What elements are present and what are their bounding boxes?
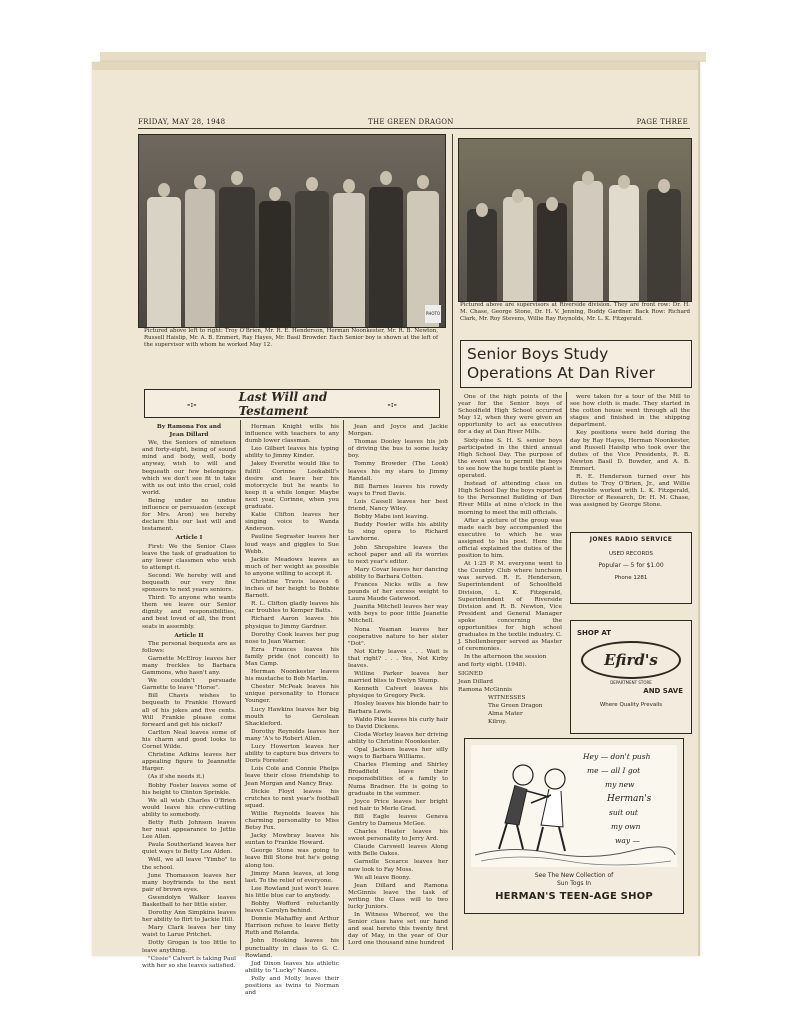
person-figure bbox=[537, 203, 567, 301]
byline: By Ramona Fox and bbox=[156, 424, 222, 430]
paragraph: At 1:25 P. M. everyone went to the Country Club where luncheon was served. R. E. Henderson, Superintendent of Schoolfield Division, L. K. Fitzgerald, Superintendent of Riverside Division and R. B. Newton, Vice President and General Manager spoke concerning the opportunities for high school graduates in the textile industry. C. J. Shollenberger served as Master of ceremonies. bbox=[458, 561, 562, 653]
paragraph: Cloda Worley leaves her driving ability to Christine Noonkester. bbox=[348, 731, 448, 745]
photo-right-caption: Pictured above are supervisors at Riverside division. They are front row: Dr. H. M. Chase, George Stone, Dr. H. V. Jenning, Buddy Gardner. Back Row: Richard Clark, Mr. Roy Stevens, Willie Ray Reynolds, Mr. L. K. Fitzgerald. bbox=[460, 302, 690, 322]
paragraph: Lucy Howerton leaves her ability to capture bus drivers to Doris Forester. bbox=[245, 744, 339, 765]
dan-river-column-1 bbox=[458, 394, 562, 726]
paragraph: Lucy Hawkins leaves her big mouth to Gerolean Shackleford. bbox=[245, 706, 339, 727]
senior-boys-headline: Senior Boys Study Operations At Dan River bbox=[460, 340, 692, 388]
person-figure bbox=[333, 193, 365, 327]
paragraph: Waldo Pike leaves his curly hair to David Dickens. bbox=[348, 716, 448, 730]
person-figure bbox=[147, 197, 181, 327]
paragraph: were taken for a tour of the Mill to see how cloth is made. They started in the cotton house went through all the stages and finished in the shipping department. bbox=[570, 394, 690, 429]
efirds-logo-text: Efird's bbox=[604, 651, 658, 669]
header-rule bbox=[138, 128, 690, 129]
photo-left-caption: Pictured above left to right: Troy O'Brien, Mr. R. E. Henderson, Herman Noonkester, Mr. R. B. Newton, Russell Haislip, Mr. A. B. Emmert, Ray Hayes, Mr. Basil Browder. Each Senior boy is shown at the left of the supervisor with whom he worked May 12. bbox=[144, 328, 438, 348]
speech-line: way — bbox=[615, 836, 641, 845]
ad-product: USED RECORDS bbox=[609, 551, 653, 557]
ad-business-name: HERMAN'S TEEN-AGE SHOP bbox=[495, 891, 653, 902]
paragraph: Frances Nicks wills a few pounds of her excess weight to Laura Maude Gatewood. bbox=[348, 581, 448, 603]
column-rule bbox=[566, 392, 567, 572]
person-head bbox=[417, 175, 429, 189]
person-figure bbox=[185, 189, 215, 327]
paragraph: Dorothy Reynolds leaves her many 'A's to Robert Allen. bbox=[245, 728, 339, 742]
article-heading: Article II bbox=[174, 632, 204, 639]
witness-name: Kilroy. bbox=[488, 719, 507, 726]
paragraph: Jud Dixon leaves his athletic ability to "Lucky" Nance. bbox=[245, 960, 339, 974]
paragraph: Herman Knight wills his influence with teachers to any dumb lower classman. bbox=[245, 424, 339, 445]
photo-credit-badge: PHOTO bbox=[425, 305, 441, 323]
header-date: FRIDAY, MAY 28, 1948 bbox=[138, 118, 226, 126]
paragraph: Buddy Fowler wills his ability to sing opera to Richard Lawhorne. bbox=[348, 522, 448, 543]
paragraph: June Thomasson leaves her many boyfriends to the next pair of brown eyes. bbox=[142, 872, 236, 893]
person-head bbox=[380, 171, 392, 185]
paragraph: Jackie Meadows leaves as much of her weight as possible to anyone willing to accept it. bbox=[245, 556, 339, 577]
speech-line: me — all I got bbox=[587, 766, 641, 775]
header-paper-name: THE GREEN DRAGON bbox=[368, 118, 454, 126]
ad-slogan: Where Quality Prevails bbox=[599, 702, 663, 708]
signature-name: Ramona McGinnis bbox=[458, 686, 512, 693]
paragraph: Willie Reynolds leaves his charming personality to Miss Betsy Fox. bbox=[245, 810, 339, 832]
paragraph: Pauline Segraster leaves her loud ways and giggles to Sue Webb. bbox=[245, 534, 339, 555]
signed-label: SIGNED bbox=[458, 670, 483, 677]
paragraph: Christine Adkins leaves her appealing figure to Jeannette Harger. bbox=[142, 752, 236, 773]
will-column-2 bbox=[245, 424, 339, 997]
paragraph: Lee Rowland just won't leave his little blue car to anybody. bbox=[245, 885, 339, 899]
paragraph: Dickie Floyd leaves his crutches to next year's football squad. bbox=[245, 788, 339, 809]
paragraph: Charles Fleming and Shirley Broadfield leave their responsibilities of a family to Numa Bradner. He is going to graduate in the summer. bbox=[348, 762, 448, 797]
group-photo-left bbox=[138, 134, 446, 328]
paragraph: The personal bequests are as follows: bbox=[142, 640, 236, 654]
water-line bbox=[475, 847, 675, 857]
person-head bbox=[618, 175, 630, 189]
ad-phone: Phone 1281 bbox=[614, 575, 648, 581]
paragraph: Donnie Mahaffey and Arthur Harrison refuse to leave Betty Ruth and Rolanda. bbox=[245, 916, 339, 937]
person-head bbox=[343, 179, 355, 193]
paragraph: John Shropshire leaves the school paper and all its worries to next year's editor. bbox=[348, 544, 448, 565]
paragraph: Third: To anyone who wants them we leave our Senior dignity and responsibilities, and best loved of all, the front seats in assembly. bbox=[142, 595, 236, 630]
boy-head bbox=[513, 765, 533, 785]
paragraph: Claude Carswell leaves Along with Belle Oakes. bbox=[348, 844, 448, 858]
paragraph: Mary Covar leaves her dancing ability to Barbara Cotten. bbox=[348, 566, 448, 580]
person-figure bbox=[573, 181, 603, 301]
paragraph: John Hooking leaves his punctuality in class to G. C. Rowland. bbox=[245, 938, 339, 959]
speech-line: my own bbox=[611, 822, 641, 831]
column-rule bbox=[452, 134, 453, 950]
paragraph: Christine Travis leaves 6 inches of her height to Bobbie Barnett. bbox=[245, 578, 339, 600]
paragraph: Jacky Mowbray leaves his suntan to Frankie Howard. bbox=[245, 833, 339, 847]
paragraph: Kenneth Calvert leaves his physique to Gregory Peck. bbox=[348, 686, 448, 700]
boy-head bbox=[545, 769, 565, 789]
person-figure bbox=[259, 201, 291, 327]
paragraph: Betty Ruth Johnson leaves her neat appearance to Jettie Lee Allen. bbox=[142, 819, 236, 841]
paragraph: Opal Jackson leaves her silly ways to Barbara Williams. bbox=[348, 747, 448, 761]
paragraph: Key positions were held during the day by Ray Hayes, Herman Noonkester, and Russell Haislip who took over the duties of the Vice Presidents, R. B. Newton Basil D. Bowder, and A. B. Emmert. bbox=[570, 430, 690, 472]
ad-and-save: AND SAVE bbox=[643, 687, 683, 695]
paragraph: Dorothy Cook leaves her pug nose to Jean Warner. bbox=[245, 631, 339, 645]
paragraph: First: We the Senior Class leave the task of graduation to any lower classmen who wish to attempt it. bbox=[142, 543, 236, 571]
paragraph: Jakey Everette would like to fulfill Corinne Lookabill's desire and leave her his motorcycle but he wants to keep it a while longer. Maybe next year, Corinne, when you graduate. bbox=[245, 461, 339, 511]
witnesses-label: WITNESSES bbox=[488, 694, 526, 701]
paragraph: Herman Noonkester leaves his mustache to Bob Martin. bbox=[245, 669, 339, 683]
paragraph: Nona Yeaman leaves her cooperative nature to her sister "Dot". bbox=[348, 626, 448, 647]
speech-line: Hey — don't push bbox=[583, 752, 651, 761]
banner-title: Last Will and Testament bbox=[238, 389, 328, 418]
boy-body bbox=[541, 789, 563, 827]
dan-river-column-2 bbox=[570, 394, 690, 526]
paragraph: Mary Clark leaves her tiny waist to Larue Pritchet. bbox=[142, 925, 236, 939]
paragraph: Bobby Foster leaves some of his height to Clinton Sprinkle. bbox=[142, 782, 236, 796]
paragraph: We, the Seniors of nineteen and forty-eight, being of sound mind and body, well, body anyway, wish to will and bequeath our few belongings which we don't see fit to take with us out into the cruel, cold world. bbox=[142, 440, 236, 496]
person-head bbox=[512, 189, 524, 203]
efirds-logo-subtitle: DEPARTMENT STORE bbox=[610, 680, 652, 685]
paragraph: One of the high points of the year for the Senior boys of Schoolfield High School occurred May 12, when they were given an opportunity to act as executives for a day at Dan River Mills. bbox=[458, 394, 562, 436]
boy-legs bbox=[499, 823, 523, 849]
paragraph: Garnette McElroy leaves her many freckles to Barbara Gammons, who hasn't any. bbox=[142, 655, 236, 677]
signature-name: Jean Dillard bbox=[458, 678, 493, 685]
paragraph: Dorothy Ann Simpkins leaves her ability to flirt to Jackie Hill. bbox=[142, 910, 236, 924]
jones-radio-ad bbox=[570, 532, 692, 604]
paper-tape-top bbox=[92, 62, 698, 70]
will-column-1 bbox=[142, 424, 236, 969]
person-figure bbox=[503, 197, 533, 301]
paragraph: Well, we all leave "Yimbo" to the school. bbox=[142, 857, 236, 871]
person-head bbox=[546, 197, 558, 211]
paragraph: Sixty-nine S. H. S. senior boys participated in the third annual High School Day. The purpose of the event was to permit the boys to see how the huge textile plant is operated. bbox=[458, 437, 562, 480]
water-line bbox=[481, 857, 671, 865]
speech-line: my new bbox=[605, 780, 635, 789]
paragraph: Dotty Grogan is too little to leave anything. bbox=[142, 940, 236, 954]
person-figure bbox=[609, 185, 639, 301]
article-heading: Article I bbox=[175, 535, 203, 542]
paragraph: Lois Cassell leaves her best friend, Nancy Wiley. bbox=[348, 498, 448, 513]
paragraph: Charles Heater leaves his sweet personality to Jerry Ard. bbox=[348, 829, 448, 843]
paragraph: We all leave Boony. bbox=[354, 874, 411, 881]
ad-price: Popular — 5 for $1.00 bbox=[598, 562, 664, 569]
witness-name: The Green Dragon bbox=[488, 702, 543, 709]
speech-line: Herman's bbox=[607, 794, 652, 804]
person-figure bbox=[369, 187, 403, 327]
person-head bbox=[231, 171, 243, 185]
efirds-ad bbox=[570, 620, 692, 734]
paragraph: Jean Dillard and Ramona McGinnis leave the task of writing the Class will to two lucky Juniors. bbox=[348, 882, 448, 910]
column-rule bbox=[240, 420, 241, 950]
paragraph: Bobby Mabe isnt leaving. bbox=[354, 514, 429, 521]
person-head bbox=[269, 187, 281, 201]
person-figure bbox=[647, 189, 681, 301]
paragraph: Katie Clifton leaves her singing voice to Wanda Anderson. bbox=[245, 512, 339, 533]
efirds-logo bbox=[581, 641, 681, 679]
paragraph: George Stone was going to leave Bill Stone but he's going along too. bbox=[245, 848, 339, 869]
ad-business-name: JONES RADIO SERVICE bbox=[589, 536, 673, 543]
byline: Jean Dillard bbox=[169, 432, 209, 439]
paragraph: Gwendolyn Walker leaves Basketball to her little sister. bbox=[142, 894, 236, 908]
hermans-ad bbox=[464, 738, 684, 914]
will-column-3 bbox=[348, 424, 448, 950]
paragraph: After a picture of the group was made each boy accompanied the executive to which he was assigned to his post. Here the official explained the duties of the position to him. bbox=[458, 517, 562, 560]
paragraph: Bobby Wofford reluctantly leaves Carolyn behind. bbox=[245, 901, 339, 915]
person-head bbox=[158, 183, 170, 197]
paragraph: Ezra Frances leaves his family pride (not conceit) to Max Camp. bbox=[245, 646, 339, 667]
paragraph: Willine Parker leaves her married bliss to Evelyn Stump. bbox=[348, 671, 448, 685]
speech-line: suit out bbox=[609, 808, 638, 817]
paragraph: Joyce Price leaves her bright red hair to Merle Grad. bbox=[348, 798, 448, 812]
paragraph: Chester McPeak leaves his unique personality to Horace Younger. bbox=[245, 684, 339, 705]
paragraph: In Witness Whereof, we the Senior class have set our hand and seal hereto this twenty first day of May, in the year of Our Lord one thousand nine hundred bbox=[348, 912, 448, 947]
paragraph: Bill Chavis wishes to bequeath to Frankie Howard all of his jokes and five cents. Will Frankie please come forward and get his nickel? bbox=[142, 693, 236, 728]
ad-shop-at: SHOP AT bbox=[577, 629, 612, 637]
paragraph: Polly and Molly leave their positions as twins to Norman and bbox=[245, 975, 339, 997]
paragraph: Being under no undue influence or persuasion (except for Mrs. Aron) we hereby declare this our last will and testament. bbox=[142, 497, 236, 533]
banner-ornament-left: -:- bbox=[187, 398, 197, 409]
person-head bbox=[582, 171, 594, 185]
paragraph: R. L. Clifton gladly leaves his car troubles to Kemper Batts. bbox=[245, 601, 339, 615]
paragraph: Lois Cole and Connie Phelps leave their close friendship to Jean Morgan and Nancy Bray. bbox=[245, 766, 339, 787]
paper-underlayer bbox=[100, 52, 706, 62]
hermans-illustration bbox=[471, 745, 677, 867]
paragraph: Leo Gilbert leaves his typing ability to Jimmy Kinder. bbox=[245, 446, 339, 460]
person-head bbox=[658, 179, 670, 193]
boys-wrestling-illustration bbox=[471, 745, 677, 867]
paragraph: Richard Aaron leaves his physique to Jimmy Gardner. bbox=[245, 616, 339, 630]
person-figure bbox=[295, 191, 329, 327]
last-will-banner bbox=[144, 389, 440, 418]
paragraph: In the afternoon the session bbox=[464, 654, 547, 661]
paragraph: Instead of attending class on High School Day the boys reported to the Personnel Building of Dan River Mills at nine o'clock in the morning to meet the mill officials. bbox=[458, 481, 562, 516]
paragraph: Juanita Mitchell leaves her way with boys to poor little Jeanette Mitchell. bbox=[348, 604, 448, 625]
paragraph: (As if she needs it.) bbox=[148, 774, 205, 781]
newspaper-page bbox=[92, 62, 700, 997]
paragraph: Garnelle Scearce leaves her new look to Fay Moss. bbox=[348, 859, 448, 873]
boy-body bbox=[505, 785, 527, 825]
paragraph: Not Kirby leaves . . . Wait is that right? . . . Yes, Not Kirby leaves. bbox=[348, 648, 448, 669]
paragraph: Paula Southerland leaves her quiet ways to Betty Lou Alden. bbox=[142, 842, 236, 856]
ad-tagline: See The New Collection of bbox=[534, 872, 614, 879]
paragraph: Jimmy Mann leaves, at long last. To the relief of everyone. bbox=[245, 870, 339, 884]
ad-tagline: Sun Togs In bbox=[556, 880, 592, 887]
paragraph: Bill Barnes leaves his rowdy ways to Fred Davis. bbox=[348, 483, 448, 497]
header-page-number: PAGE THREE bbox=[636, 118, 688, 126]
paragraph: Tommy Browder (The Look) leaves his my stare to Jimmy Randall. bbox=[348, 461, 448, 482]
paragraph: Thomas Dooley leaves his job of driving the bus to some lucky boy. bbox=[348, 439, 448, 460]
paragraph: We all wish Charles O'Brien would leave his crew-cutting ability to somebody. bbox=[142, 797, 236, 818]
person-figure bbox=[467, 209, 497, 301]
paragraph: Hosley leaves his blonde hair to Barbara Lewis. bbox=[348, 701, 448, 715]
person-figure bbox=[219, 187, 255, 327]
paragraph: We couldn't persuade Garnette to leave "Horse". bbox=[142, 678, 236, 692]
paragraph: Second: We hereby will and bequeath our very fine sponsors to next years seniors. bbox=[142, 572, 236, 594]
person-head bbox=[306, 177, 318, 191]
person-head bbox=[194, 175, 206, 189]
banner-ornament-right: -:- bbox=[387, 398, 397, 409]
column-rule bbox=[343, 420, 344, 950]
boy-legs bbox=[537, 827, 565, 851]
paragraph: Carlton Neal leaves some of his charm and good looks to Cornel Wilde. bbox=[142, 729, 236, 751]
paragraph: R. E. Henderson turned over his duties to Troy O'Brien, Jr., and Willie Reynolds worked with L. K. Fitzgerald, Director of Research, Dr. H. M. Chase, was assigned by George Stone. bbox=[570, 474, 690, 509]
group-photo-right bbox=[458, 138, 692, 302]
witness-name: Alma Mater bbox=[488, 711, 523, 718]
person-head bbox=[476, 203, 488, 217]
paragraph: and forty eight. (1948). bbox=[458, 662, 527, 669]
paragraph: Bill Eagle leaves Geneva Gentry to Dameus McGee. bbox=[348, 813, 448, 827]
paragraph: Jean and Joyce and Jackie Morgan. bbox=[348, 424, 448, 438]
paragraph: "Cissie" Calvert is taking Paul with her so she leaves satisfied. bbox=[142, 955, 236, 969]
